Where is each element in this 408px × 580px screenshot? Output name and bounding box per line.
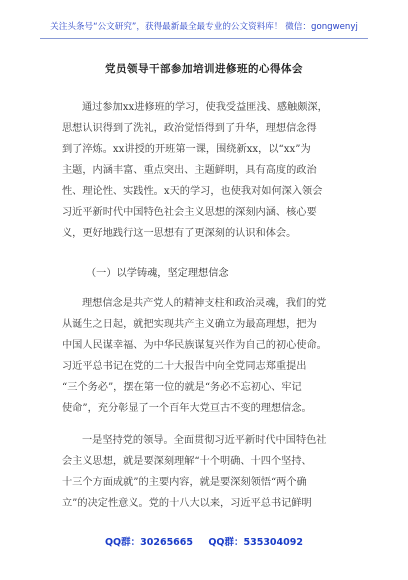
paragraph-line: 性、理论性、实践性。x天的学习，也使我对如何深入领会 <box>62 186 323 197</box>
footer-qq-group-2: QQ群：535304092 <box>208 537 303 548</box>
paragraph-line: 十三个方面成就”的主要内容，就是要深刻领悟“两个确 <box>62 477 307 488</box>
paragraph-ideals <box>62 293 352 419</box>
header-banner: 关注头条号“公文研究”，获得最新最全最专业的公文资料库！ 微信：gongwenyj <box>50 22 358 32</box>
footer-qq-group-1: QQ群：30265665 <box>104 537 194 548</box>
paragraph-line: 一是坚持党的领导。全面贯彻习近平新时代中国特色社 <box>82 435 327 446</box>
paragraph-line: “三个务必”，摆在第一位的就是“务必不忘初心、牢记 <box>62 382 302 393</box>
footer <box>0 534 408 548</box>
paragraph-intro <box>62 97 352 244</box>
document-title: 党员领导干部参加培训进修班的心得体会 <box>105 63 303 75</box>
paragraph-line: 习近平总书记在党的二十大报告中向全党同志郑重提出 <box>62 361 307 372</box>
paragraph-line: 思想认识得到了洗礼，政治觉悟得到了升华，理想信念得 <box>62 123 317 134</box>
paragraph-line: 主题，内涵丰富、重点突出、主题鲜明，具有高度的政治 <box>62 165 317 176</box>
section-heading: （一）以学铸魂，坚定理想信念 <box>86 268 229 279</box>
header-divider <box>40 38 368 39</box>
paragraph-line: 中国人民谋幸福、为中华民族谋复兴作为自己的初心使命。 <box>62 340 327 351</box>
paragraph-line: 从诞生之日起，就把实现共产主义确立为最高理想，把为 <box>62 319 317 330</box>
paragraph-line: 会主义思想，就是要深刻理解“十个明确、十四个坚持、 <box>62 456 312 467</box>
paragraph-line: 义，更好地践行这一思想有了更深刻的认识和体会。 <box>62 228 297 239</box>
paragraph-line: 立”的决定性意义。党的十八大以来，习近平总书记鲜明 <box>62 498 312 509</box>
paragraph-line: 到了淬炼。xx讲授的开班第一课，围绕新xx，以“xx”为 <box>62 144 311 155</box>
paragraph-line: 通过参加xx进修班的学习，使我受益匪浅、感触颇深， <box>82 102 328 113</box>
paragraph-line: 习近平新时代中国特色社会主义思想的深刻内涵、核心要 <box>62 207 317 218</box>
paragraph-line: 使命”，充分彰显了一个百年大党亘古不变的理想信念。 <box>62 403 312 414</box>
paragraph-line: 理想信念是共产党人的精神支柱和政治灵魂，我们的党 <box>82 298 327 309</box>
paragraph-party-leadership <box>62 430 352 514</box>
